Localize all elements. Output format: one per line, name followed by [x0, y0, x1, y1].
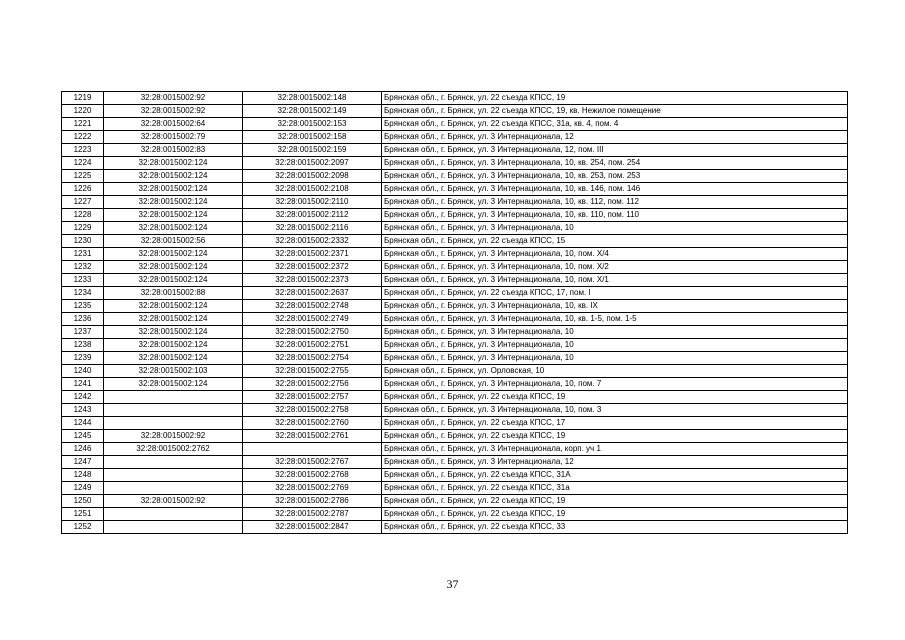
- table-row: [62, 105, 848, 118]
- address-cell: Брянская обл., г. Брянск, ул. 22 съезда КПСС, 19: [382, 508, 848, 521]
- parent-cadastral-cell: 32:28:0015002:124: [104, 222, 243, 235]
- parent-cadastral-cell: 32:28:0015002:124: [104, 352, 243, 365]
- table-row: [62, 365, 848, 378]
- address-cell: Брянская обл., г. Брянск, ул. 3 Интернационала, 10, пом. 7: [382, 378, 848, 391]
- table-row: [62, 300, 848, 313]
- address-cell: Брянская обл., г. Брянск, ул. 22 съезда КПСС, 15: [382, 235, 848, 248]
- parent-cadastral-cell: 32:28:0015002:124: [104, 157, 243, 170]
- table-row: [62, 443, 848, 456]
- parent-cadastral-cell: 32:28:0015002:56: [104, 235, 243, 248]
- address-cell: Брянская обл., г. Брянск, ул. 3 Интернационала, 12: [382, 131, 848, 144]
- parent-cadastral-cell: 32:28:0015002:2762: [104, 443, 243, 456]
- row-number-cell: 1248: [62, 469, 104, 482]
- row-number-cell: 1236: [62, 313, 104, 326]
- row-number-cell: 1240: [62, 365, 104, 378]
- table-row: [62, 352, 848, 365]
- parent-cadastral-cell: 32:28:0015002:124: [104, 183, 243, 196]
- parent-cadastral-cell: 32:28:0015002:124: [104, 170, 243, 183]
- address-cell: Брянская обл., г. Брянск, ул. 22 съезда КПСС, 17: [382, 417, 848, 430]
- row-number-cell: 1233: [62, 274, 104, 287]
- address-cell: Брянская обл., г. Брянск, ул. 22 съезда КПСС, 17, пом. I: [382, 287, 848, 300]
- address-cell: Брянская обл., г. Брянск, ул. 3 Интернационала, 10, кв. 112, пом. 112: [382, 196, 848, 209]
- table-row: [62, 404, 848, 417]
- address-cell: Брянская обл., г. Брянск, ул. 3 Интернационала, 10, пом. Х/2: [382, 261, 848, 274]
- parent-cadastral-cell: 32:28:0015002:124: [104, 300, 243, 313]
- address-cell: Брянская обл., г. Брянск, ул. 22 съезда КПСС, 19: [382, 391, 848, 404]
- cadastral-number-cell: 32:28:0015002:2372: [243, 261, 382, 274]
- table-row: [62, 157, 848, 170]
- cadastral-number-cell: 32:28:0015002:148: [243, 92, 382, 105]
- cadastral-number-cell: 32:28:0015002:153: [243, 118, 382, 131]
- row-number-cell: 1242: [62, 391, 104, 404]
- cadastral-number-cell: 32:28:0015002:2098: [243, 170, 382, 183]
- table-row: [62, 430, 848, 443]
- row-number-cell: 1223: [62, 144, 104, 157]
- address-cell: Брянская обл., г. Брянск, ул. 3 Интернационала, 10, кв. 254, пом. 254: [382, 157, 848, 170]
- cadastral-number-cell: 32:28:0015002:2371: [243, 248, 382, 261]
- table-row: [62, 508, 848, 521]
- address-cell: Брянская обл., г. Брянск, ул. 22 съезда КПСС, 19, кв. Нежилое помещение: [382, 105, 848, 118]
- parent-cadastral-cell: 32:28:0015002:79: [104, 131, 243, 144]
- cadastral-number-cell: 32:28:0015002:2097: [243, 157, 382, 170]
- address-cell: Брянская обл., г. Брянск, ул. 22 съезда КПСС, 31А: [382, 469, 848, 482]
- row-number-cell: 1239: [62, 352, 104, 365]
- table-row: [62, 391, 848, 404]
- parent-cadastral-cell: 32:28:0015002:103: [104, 365, 243, 378]
- cadastral-number-cell: 32:28:0015002:2761: [243, 430, 382, 443]
- address-cell: Брянская обл., г. Брянск, ул. 3 Интернационала, 10, кв. IX: [382, 300, 848, 313]
- cadastral-number-cell: 32:28:0015002:2754: [243, 352, 382, 365]
- cadastral-number-cell: 32:28:0015002:2758: [243, 404, 382, 417]
- parent-cadastral-cell: 32:28:0015002:92: [104, 430, 243, 443]
- parent-cadastral-cell: 32:28:0015002:124: [104, 274, 243, 287]
- table-row: [62, 248, 848, 261]
- parent-cadastral-cell: [104, 521, 243, 534]
- page-number: 37: [446, 577, 459, 591]
- parent-cadastral-cell: [104, 391, 243, 404]
- table-row: [62, 469, 848, 482]
- cadastral-number-cell: 32:28:0015002:2751: [243, 339, 382, 352]
- row-number-cell: 1234: [62, 287, 104, 300]
- address-cell: Брянская обл., г. Брянск, ул. 3 Интернационала, 10, пом. 3: [382, 404, 848, 417]
- cadastral-number-cell: 32:28:0015002:2112: [243, 209, 382, 222]
- row-number-cell: 1232: [62, 261, 104, 274]
- cadastral-number-cell: 32:28:0015002:2760: [243, 417, 382, 430]
- table-row: [62, 170, 848, 183]
- cadastral-number-cell: [243, 443, 382, 456]
- row-number-cell: 1235: [62, 300, 104, 313]
- address-cell: Брянская обл., г. Брянск, ул. 3 Интернационала, 10, кв. 1-5, пом. 1-5: [382, 313, 848, 326]
- row-number-cell: 1231: [62, 248, 104, 261]
- row-number-cell: 1252: [62, 521, 104, 534]
- cadastral-number-cell: 32:28:0015002:2748: [243, 300, 382, 313]
- row-number-cell: 1241: [62, 378, 104, 391]
- address-cell: Брянская обл., г. Брянск, ул. Орловская, 10: [382, 365, 848, 378]
- address-cell: Брянская обл., г. Брянск, ул. 3 Интернационала, 10, кв. 253, пом. 253: [382, 170, 848, 183]
- row-number-cell: 1238: [62, 339, 104, 352]
- parent-cadastral-cell: 32:28:0015002:124: [104, 339, 243, 352]
- row-number-cell: 1250: [62, 495, 104, 508]
- parent-cadastral-cell: 32:28:0015002:124: [104, 248, 243, 261]
- table-row: [62, 92, 848, 105]
- cadastral-number-cell: 32:28:0015002:2847: [243, 521, 382, 534]
- address-cell: Брянская обл., г. Брянск, ул. 22 съезда КПСС, 19: [382, 92, 848, 105]
- row-number-cell: 1245: [62, 430, 104, 443]
- row-number-cell: 1224: [62, 157, 104, 170]
- table-row: [62, 274, 848, 287]
- cadastral-number-cell: 32:28:0015002:2749: [243, 313, 382, 326]
- cadastral-number-cell: 32:28:0015002:2787: [243, 508, 382, 521]
- table-row: [62, 209, 848, 222]
- table-row: [62, 326, 848, 339]
- row-number-cell: 1219: [62, 92, 104, 105]
- row-number-cell: 1221: [62, 118, 104, 131]
- table-row: [62, 339, 848, 352]
- parent-cadastral-cell: [104, 482, 243, 495]
- cadastral-number-cell: 32:28:0015002:2116: [243, 222, 382, 235]
- parent-cadastral-cell: [104, 469, 243, 482]
- registry-table-body: [62, 92, 848, 534]
- row-number-cell: 1225: [62, 170, 104, 183]
- parent-cadastral-cell: 32:28:0015002:92: [104, 92, 243, 105]
- parent-cadastral-cell: 32:28:0015002:124: [104, 196, 243, 209]
- parent-cadastral-cell: 32:28:0015002:124: [104, 261, 243, 274]
- parent-cadastral-cell: 32:28:0015002:124: [104, 209, 243, 222]
- table-row: [62, 183, 848, 196]
- table-row: [62, 222, 848, 235]
- table-row: [62, 131, 848, 144]
- address-cell: Брянская обл., г. Брянск, ул. 3 Интернационала, 10: [382, 326, 848, 339]
- cadastral-number-cell: 32:28:0015002:2108: [243, 183, 382, 196]
- row-number-cell: 1247: [62, 456, 104, 469]
- address-cell: Брянская обл., г. Брянск, ул. 3 Интернационала, 12, пом. III: [382, 144, 848, 157]
- row-number-cell: 1220: [62, 105, 104, 118]
- table-row: [62, 495, 848, 508]
- table-row: [62, 196, 848, 209]
- address-cell: Брянская обл., г. Брянск, ул. 3 Интернационала, 10, пом. Х/1: [382, 274, 848, 287]
- parent-cadastral-cell: [104, 404, 243, 417]
- cadastral-number-cell: 32:28:0015002:159: [243, 144, 382, 157]
- row-number-cell: 1251: [62, 508, 104, 521]
- table-row: [62, 235, 848, 248]
- cadastral-number-cell: 32:28:0015002:2755: [243, 365, 382, 378]
- table-row: [62, 456, 848, 469]
- parent-cadastral-cell: 32:28:0015002:64: [104, 118, 243, 131]
- row-number-cell: 1222: [62, 131, 104, 144]
- cadastral-number-cell: 32:28:0015002:2110: [243, 196, 382, 209]
- parent-cadastral-cell: 32:28:0015002:124: [104, 326, 243, 339]
- parent-cadastral-cell: 32:28:0015002:83: [104, 144, 243, 157]
- address-cell: Брянская обл., г. Брянск, ул. 3 Интернационала, корп. уч 1: [382, 443, 848, 456]
- cadastral-number-cell: 32:28:0015002:2767: [243, 456, 382, 469]
- address-cell: Брянская обл., г. Брянск, ул. 3 Интернационала, 10: [382, 352, 848, 365]
- row-number-cell: 1237: [62, 326, 104, 339]
- address-cell: Брянская обл., г. Брянск, ул. 3 Интернационала, 10, кв. 110, пом. 110: [382, 209, 848, 222]
- parent-cadastral-cell: 32:28:0015002:124: [104, 313, 243, 326]
- parent-cadastral-cell: [104, 417, 243, 430]
- cadastral-number-cell: 32:28:0015002:2757: [243, 391, 382, 404]
- address-cell: Брянская обл., г. Брянск, ул. 22 съезда КПСС, 31а, кв. 4, пом. 4: [382, 118, 848, 131]
- cadastral-number-cell: 32:28:0015002:2373: [243, 274, 382, 287]
- cadastral-number-cell: 32:28:0015002:2769: [243, 482, 382, 495]
- table-row: [62, 521, 848, 534]
- cadastral-number-cell: 32:28:0015002:149: [243, 105, 382, 118]
- address-cell: Брянская обл., г. Брянск, ул. 22 съезда КПСС, 31а: [382, 482, 848, 495]
- cadastral-number-cell: 32:28:0015002:2756: [243, 378, 382, 391]
- cadastral-number-cell: 32:28:0015002:2786: [243, 495, 382, 508]
- row-number-cell: 1226: [62, 183, 104, 196]
- parent-cadastral-cell: [104, 456, 243, 469]
- table-row: [62, 118, 848, 131]
- parent-cadastral-cell: 32:28:0015002:124: [104, 378, 243, 391]
- address-cell: Брянская обл., г. Брянск, ул. 3 Интернационала, 10: [382, 339, 848, 352]
- row-number-cell: 1228: [62, 209, 104, 222]
- address-cell: Брянская обл., г. Брянск, ул. 22 съезда КПСС, 33: [382, 521, 848, 534]
- parent-cadastral-cell: 32:28:0015002:88: [104, 287, 243, 300]
- row-number-cell: 1244: [62, 417, 104, 430]
- table-row: [62, 144, 848, 157]
- row-number-cell: 1229: [62, 222, 104, 235]
- address-cell: Брянская обл., г. Брянск, ул. 3 Интернационала, 12: [382, 456, 848, 469]
- row-number-cell: 1249: [62, 482, 104, 495]
- table-row: [62, 482, 848, 495]
- cadastral-number-cell: 32:28:0015002:2637: [243, 287, 382, 300]
- row-number-cell: 1246: [62, 443, 104, 456]
- address-cell: Брянская обл., г. Брянск, ул. 3 Интернационала, 10, кв. 146, пом. 146: [382, 183, 848, 196]
- table-row: [62, 287, 848, 300]
- parent-cadastral-cell: [104, 508, 243, 521]
- cadastral-number-cell: 32:28:0015002:2768: [243, 469, 382, 482]
- table-row: [62, 417, 848, 430]
- table-row: [62, 261, 848, 274]
- table-row: [62, 378, 848, 391]
- table-row: [62, 313, 848, 326]
- address-cell: Брянская обл., г. Брянск, ул. 3 Интернационала, 10, пом. Х/4: [382, 248, 848, 261]
- cadastral-number-cell: 32:28:0015002:158: [243, 131, 382, 144]
- parent-cadastral-cell: 32:28:0015002:92: [104, 105, 243, 118]
- address-cell: Брянская обл., г. Брянск, ул. 22 съезда КПСС, 19: [382, 430, 848, 443]
- row-number-cell: 1227: [62, 196, 104, 209]
- row-number-cell: 1230: [62, 235, 104, 248]
- address-cell: Брянская обл., г. Брянск, ул. 22 съезда КПСС, 19: [382, 495, 848, 508]
- address-cell: Брянская обл., г. Брянск, ул. 3 Интернационала, 10: [382, 222, 848, 235]
- cadastral-number-cell: 32:28:0015002:2750: [243, 326, 382, 339]
- cadastral-number-cell: 32:28:0015002:2332: [243, 235, 382, 248]
- registry-table: [61, 91, 848, 534]
- row-number-cell: 1243: [62, 404, 104, 417]
- parent-cadastral-cell: 32:28:0015002:92: [104, 495, 243, 508]
